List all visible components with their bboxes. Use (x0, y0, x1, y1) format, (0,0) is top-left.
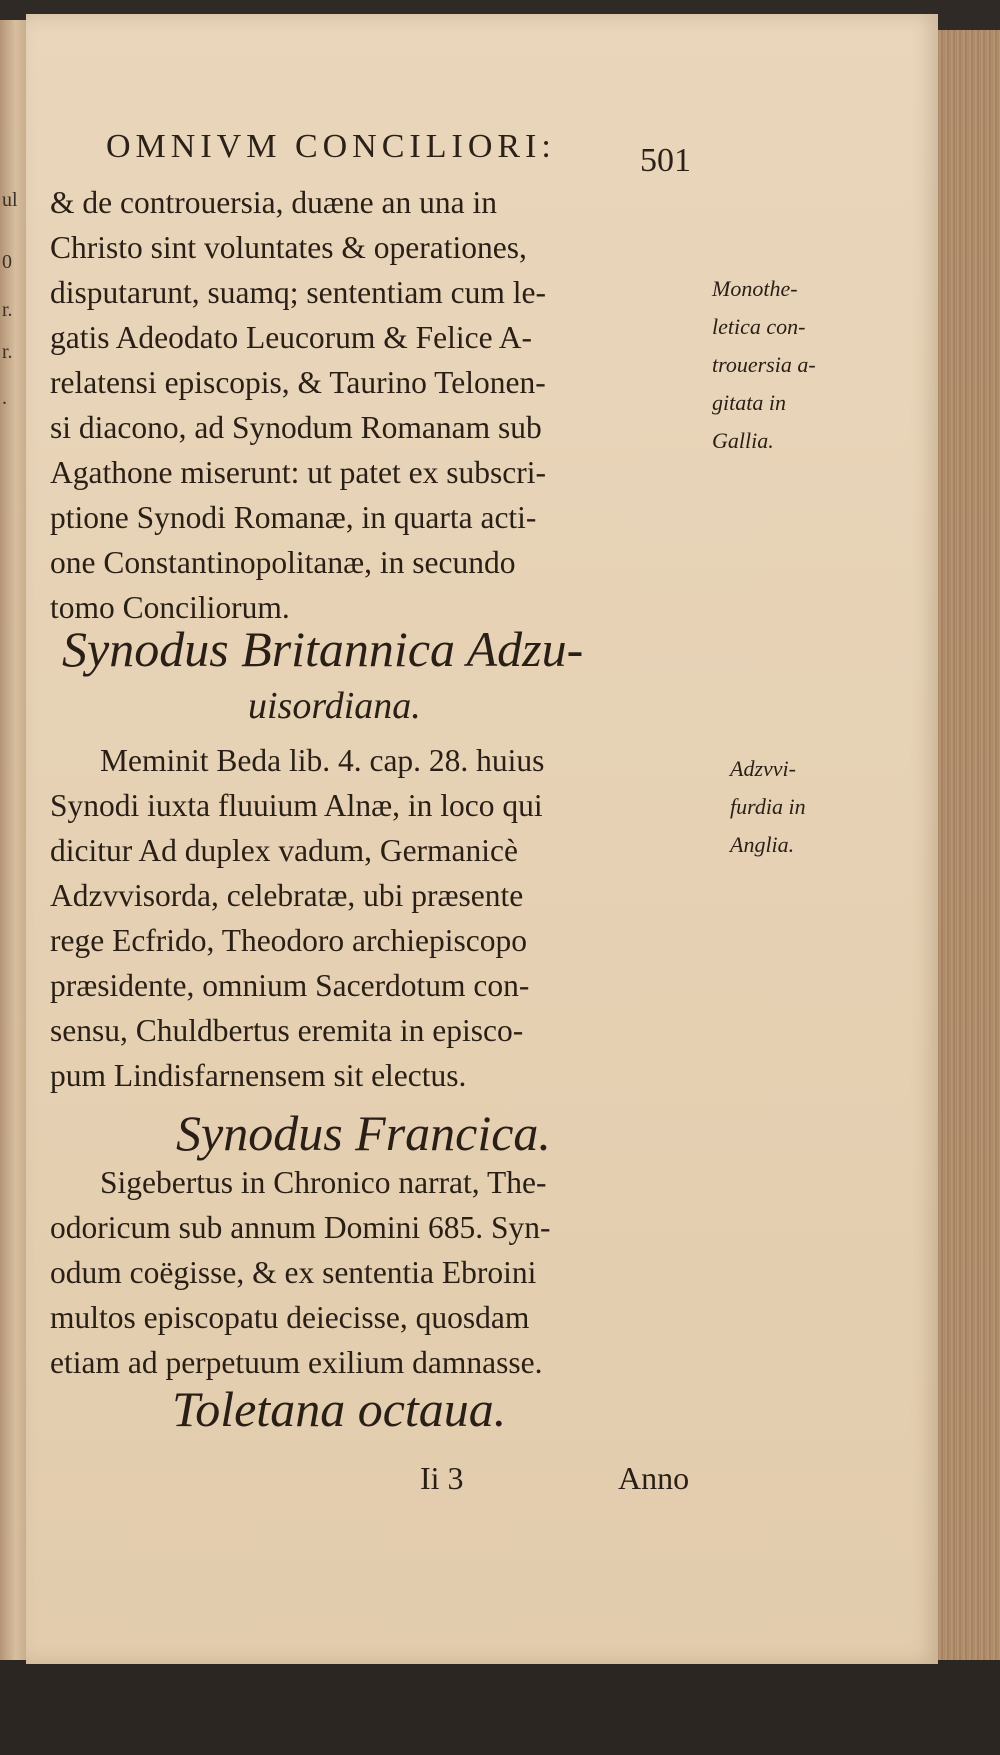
margin-note-line: trouersia a- (712, 352, 816, 377)
left-bleed-text: 0 (2, 251, 12, 273)
text-line: & de controuersia, duæne an una in (50, 185, 497, 220)
signature-mark: Ii 3 (420, 1460, 464, 1496)
margin-note-monothelite (712, 270, 816, 460)
text-line: dicitur Ad duplex vadum, Germanicè (50, 833, 518, 868)
text-line: Sigebertus in Chronico narrat, The- (100, 1165, 547, 1200)
text-line: ptione Synodi Romanæ, in quarta acti- (50, 500, 537, 535)
running-head: OMNIVM CONCILIORI: (106, 128, 556, 165)
section-heading-francica: Synodus Francica. (176, 1105, 551, 1161)
text-line: multos episcopatu deiecisse, quosdam (50, 1300, 530, 1335)
text-line: Agathone miserunt: ut patet ex subscri- (50, 455, 547, 490)
left-bleed-text: r. (2, 299, 13, 321)
text-line: tomo Conciliorum. (50, 590, 290, 625)
section-heading-britannica-cont: uisordiana. (248, 685, 421, 727)
page-number: 501 (640, 142, 691, 179)
text-line: Meminit Beda lib. 4. cap. 28. huius (100, 743, 545, 778)
text-line: odum coëgisse, & ex sententia Ebroini (50, 1255, 537, 1290)
catchword: Anno (618, 1460, 690, 1496)
bottom-shadow (0, 1660, 1000, 1755)
section-heading-toletana: Toletana octaua. (172, 1381, 507, 1437)
text-line: Synodi iuxta fluuium Alnæ, in loco qui (50, 788, 543, 823)
margin-note-line: Gallia. (712, 428, 774, 453)
text-line: odoricum sub annum Domini 685. Syn- (50, 1210, 551, 1245)
text-line: disputarunt, suamq; sententiam cum le- (50, 275, 547, 310)
margin-note-line: gitata in (712, 390, 786, 415)
text-line: gatis Adeodato Leucorum & Felice A- (50, 320, 533, 355)
text-line: one Constantinopolitanæ, in secundo (50, 545, 516, 580)
right-page-edge (938, 30, 1000, 1670)
margin-note-line: letica con- (712, 314, 806, 339)
left-page-edge (0, 20, 26, 1660)
text-block-2 (50, 738, 710, 1098)
text-line: si diacono, ad Synodum Romanam sub (50, 410, 542, 445)
margin-note-line: Monothe- (712, 276, 798, 301)
text-line: præsidente, omnium Sacerdotum con- (50, 968, 530, 1003)
section-heading-britannica: Synodus Britannica Adzu- (62, 621, 584, 677)
left-bleed-text: ul (2, 189, 18, 211)
text-line: rege Ecfrido, Theodoro archiepiscopo (50, 923, 527, 958)
text-line: relatensi episcopis, & Taurino Telonen- (50, 365, 546, 400)
text-line: sensu, Chuldbertus eremita in episco- (50, 1013, 524, 1048)
text-line: pum Lindisfarnensem sit electus. (50, 1058, 467, 1093)
left-bleed-text: r. (2, 341, 13, 363)
text-block-3 (50, 1160, 710, 1385)
text-block-1 (50, 180, 710, 630)
text-line: etiam ad perpetuum exilium damnasse. (50, 1345, 543, 1380)
margin-note-adzvvifurdia (730, 750, 806, 864)
left-bleed-text: . (2, 387, 7, 409)
margin-note-line: furdia in (730, 794, 806, 819)
margin-note-line: Adzvvi- (730, 756, 796, 781)
text-line: Christo sint voluntates & operationes, (50, 230, 527, 265)
text-line: Adzvvisorda, celebratæ, ubi præsente (50, 878, 524, 913)
margin-note-line: Anglia. (730, 832, 795, 857)
